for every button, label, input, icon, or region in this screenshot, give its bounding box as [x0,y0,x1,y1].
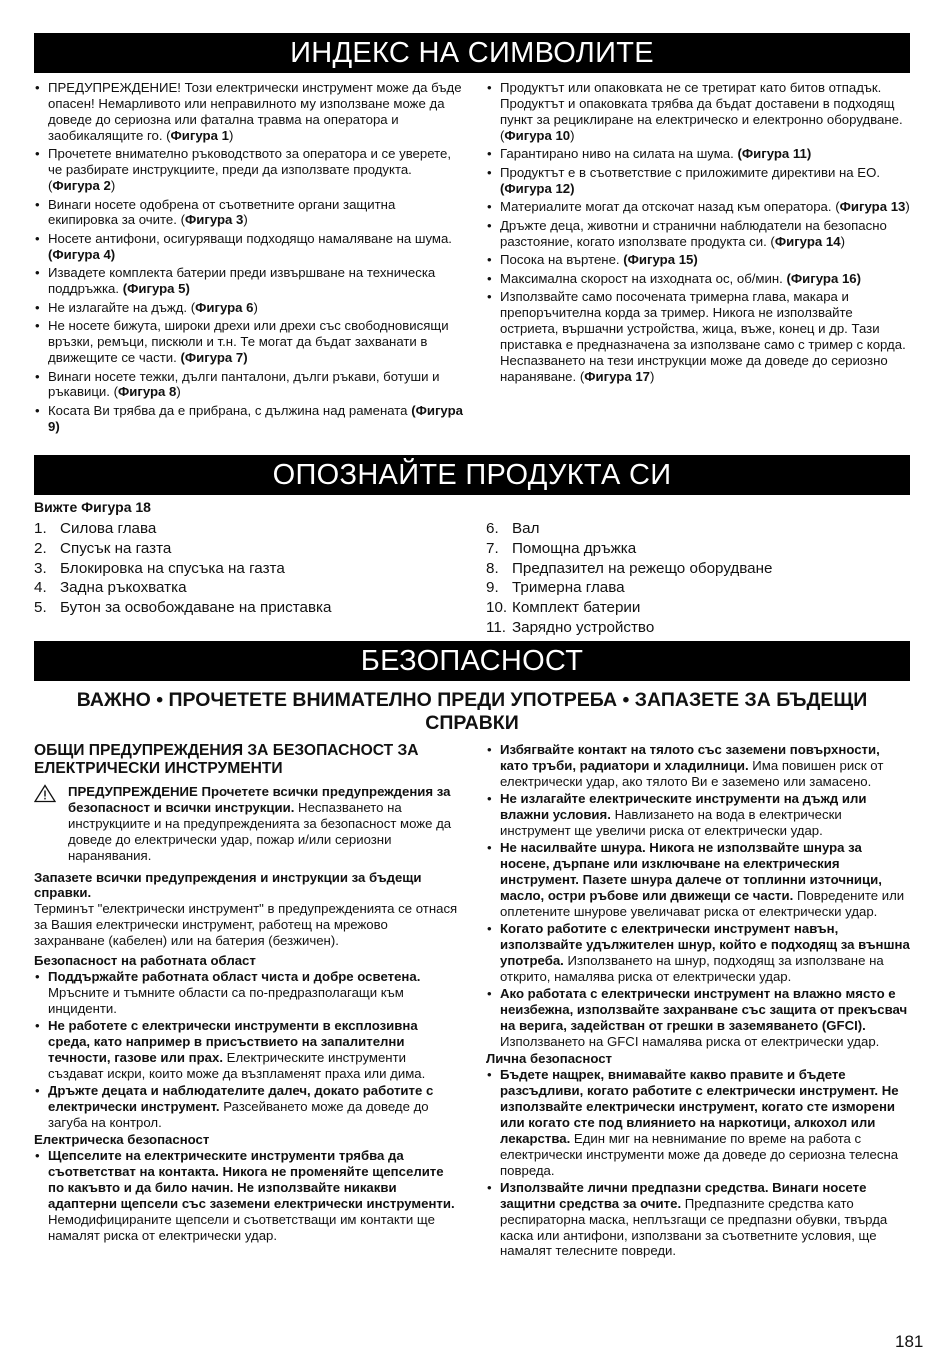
part-item: 7. Помощна дръжка [486,539,637,557]
term-definition: Терминът "електрически инструмент" в предупрежденията се отнася за Вашия електрически инструмент, работещ на мрежово захранване (кабелен) или на батерия (безжичен). [34,901,458,949]
safety-item: • Използвайте лични предпазни средства. Винаги носете защитни средства за очите. Предпазните средства като респираторна маска, неплъзгащи се предпазни обувки, твърда каска или антифони, използвани за съответните условия, ще намалят телесните повреди. [486,1180,910,1260]
electrical-right-list [486,742,910,1050]
part-item: 2. Спусък на газта [34,539,172,557]
symbol-item: • Продуктът или опаковката не се третират като битов отпадък. Продуктът и опаковката трябва да бъдат доставени в подходящ пункт за рециклиране на електрическо и електронно оборудване. (Фигура 10) [486,80,910,144]
symbol-item: • Прочетете внимателно ръководството за оператора и се уверете, че разбирате инструкциите, преди да използвате продукта. (Фигура 2) [34,146,464,194]
part-item: 10. Комплект батерии [486,599,641,617]
work-area-label: Безопасност на работната област [34,953,256,969]
safety-item: • Избягвайте контакт на тялото със заземени повърхности, като тръби, радиатори и хладилници. Има повишен риск от електрически удар, ако тялото Ви е заземено или замасено. [486,742,910,790]
symbol-item: • Гарантирано ниво на силата на шума. (Фигура 11) [486,146,910,162]
symbol-item: • Винаги носете одобрена от съответните органи защитна екипировка за очите. (Фигура 3) [34,197,464,229]
safety-item: • Дръжте децата и наблюдателите далеч, докато работите с електрически инструмент. Разсейването може да доведе до загуба на контрол. [34,1083,460,1131]
product-section-title: ОПОЗНАЙТЕ ПРОДУКТА СИ [34,455,910,495]
part-item: 4. Задна ръкохватка [34,579,187,597]
safety-item: • Поддържайте работната област чиста и добре осветена. Мръсните и тъмните области са по-предразполагащи към инциденти. [34,969,460,1017]
symbol-item: • ПРЕДУПРЕЖДЕНИЕ! Този електрически инструмент може да бъде опасен! Немарливото или неправилното му използване може да доведе до сериозна или фатална травма на оператора и заобикалящите го. (Фигура 1) [34,80,464,144]
symbol-item: • Материалите могат да отскочат назад към оператора. (Фигура 13) [486,199,910,215]
symbol-item: • Не излагайте на дъжд. (Фигура 6) [34,300,464,316]
general-warnings-title: ОБЩИ ПРЕДУПРЕЖДЕНИЯ ЗА БЕЗОПАСНОСТ ЗА ЕЛЕКТРИЧЕСКИ ИНСТРУМЕНТИ [34,742,419,777]
safety-item: • Когато работите с електрически инструмент навън, използвайте удължителен шнур, който е подходящ за външна употреба. Използването на шнур, подходящ за използване на открито, намалява риска от електрически удар. [486,921,910,985]
product-parts-right [486,519,910,638]
symbol-item: • Не носете бижута, широки дрехи или дрехи със свободновисящи връзки, ремъци, пискюли и т.н. Те могат да бъдат захванати в движещите се части. (Фигура 7) [34,318,464,366]
part-item: 6. Вал [486,520,540,537]
warning-block: ПРЕДУПРЕЖДЕНИЕ Прочетете всички предупреждения за безопасност и всички инструкции. Неспазването на инструкциите и на предупрежденията за безопасност може да доведе до електрически удар, пожар и/или сериозни наранявания. [34,784,460,864]
symbol-item: • Посока на въртене. (Фигура 15) [486,252,910,268]
warning-triangle-icon [34,784,56,807]
safety-left-column [34,742,460,1245]
safety-item: • Щепселите на електрическите инструменти трябва да съответстват на контакта. Никога не променяйте щепселите по какъвто и да било начин. Не използвайте никакви адаптерни щепсели със заземени електрически инструменти. Немодифицираните щепсели и съответстващи им контакти ще намалят риска от електрически удар. [34,1148,460,1243]
symbol-item: • Използвайте само посочената тримерна глава, макара и препоръчителна корда за тример. Никога не използвайте остриета, вършачни устройства, жица, въже, конец и др. Тази приставка е предназначена за използване само с тример с корда. Неспазването на тези инструкции може да доведе до сериозно нараняване. (Фигура 17) [486,289,910,384]
personal-safety-list [486,1067,910,1259]
important-notice: ВАЖНО • ПРОЧЕТЕТЕ ВНИМАТЕЛНО ПРЕДИ УПОТРЕБА • ЗАПАЗЕТЕ ЗА БЪДЕЩИ СПРАВКИ [76,689,868,734]
part-item: 8. Предпазител на режещо оборудване [486,559,773,577]
part-item: 11. Зарядно устройство [486,618,655,636]
safety-right-column [486,742,910,1261]
symbol-item: • Дръжте деца, животни и странични наблюдатели на безопасно разстояние, когато използвате продукта си. (Фигура 14) [486,218,910,250]
part-item: 3. Блокировка на спусъка на газта [34,559,285,577]
symbol-item: • Максимална скорост на изходната ос, об/мин. (Фигура 16) [486,271,910,287]
symbol-item: • Извадете комплекта батерии преди извършване на техническа поддръжка. (Фигура 5) [34,265,464,297]
part-item: 9. Тримерна глава [486,579,625,597]
part-item: 1. Силова глава [34,520,157,537]
symbols-right-column [486,80,910,387]
electrical-left-list [34,1148,460,1243]
see-figure-label: Вижте Фигура 18 [34,499,151,515]
symbols-section-title: ИНДЕКС НА СИМВОЛИТЕ [34,33,910,73]
safety-item: • Не насилвайте шнура. Никога не използвайте шнура за носене, дърпане или изключване на електрическия инструмент. Пазете шнура далече от топлинни източници, масло, остри ръбове или движещи се части. Повредените или оплетените шнурове увеличават риска от електрически удар. [486,840,910,920]
symbol-item: • Продуктът е в съответствие с приложимите директиви на ЕО. (Фигура 12) [486,165,910,197]
part-item: 5. Бутон за освобождаване на приставка [34,599,332,617]
symbol-item: • Носете антифони, осигуряващи подходящо намаляване на шума. (Фигура 4) [34,231,464,263]
safety-item: • Не излагайте електрическите инструменти на дъжд или влажни условия. Навлизането на вода в електрически инструмент ще увеличи риска от електрически удар. [486,791,910,839]
symbols-left-column [34,80,464,437]
safety-section-title: БЕЗОПАСНОСТ [34,641,910,681]
safety-item: • Бъдете нащрек, внимавайте какво правите и бъдете разсъдливи, когато работите с електрически инструмент. Не използвайте електрически инструмент, когато сте изморени или когато сте под влиянието на наркотици, алкохол или лекарства. Един миг на невнимание по време на работа с електрически инструменти може да доведе до сериозна телесна повреда. [486,1067,910,1178]
keep-instructions: Запазете всички предупреждения и инструкции за бъдещи справки. [34,869,422,901]
product-parts-left [34,519,474,618]
symbol-item: • Винаги носете тежки, дълги панталони, дълги ръкави, ботуши и ръкавици. (Фигура 8) [34,369,464,401]
safety-item: • Ако работата с електрически инструмент на влажно място е неизбежна, използвайте захранване със защита от прекъсвач на верига, задействан от грешки в заземяването (GFCI). Използването на GFCI намалява риска от електрически удар. [486,986,910,1050]
work-area-list [34,969,460,1131]
symbol-item: • Косата Ви трябва да е прибрана, с дължина над рамената (Фигура 9) [34,403,464,435]
symbols-right-list [486,80,910,384]
safety-item: • Не работете с електрически инструменти в експлозивна среда, като например в присъствието на запалителни течности, газове или прах. Електрическите инструменти създават искри, които може да възпламенят праха или дима. [34,1018,460,1082]
symbols-left-list [34,80,464,435]
personal-safety-label: Лична безопасност [486,1051,613,1067]
page-number: 181 [895,1332,924,1351]
electrical-label: Електрическа безопасност [34,1132,210,1148]
